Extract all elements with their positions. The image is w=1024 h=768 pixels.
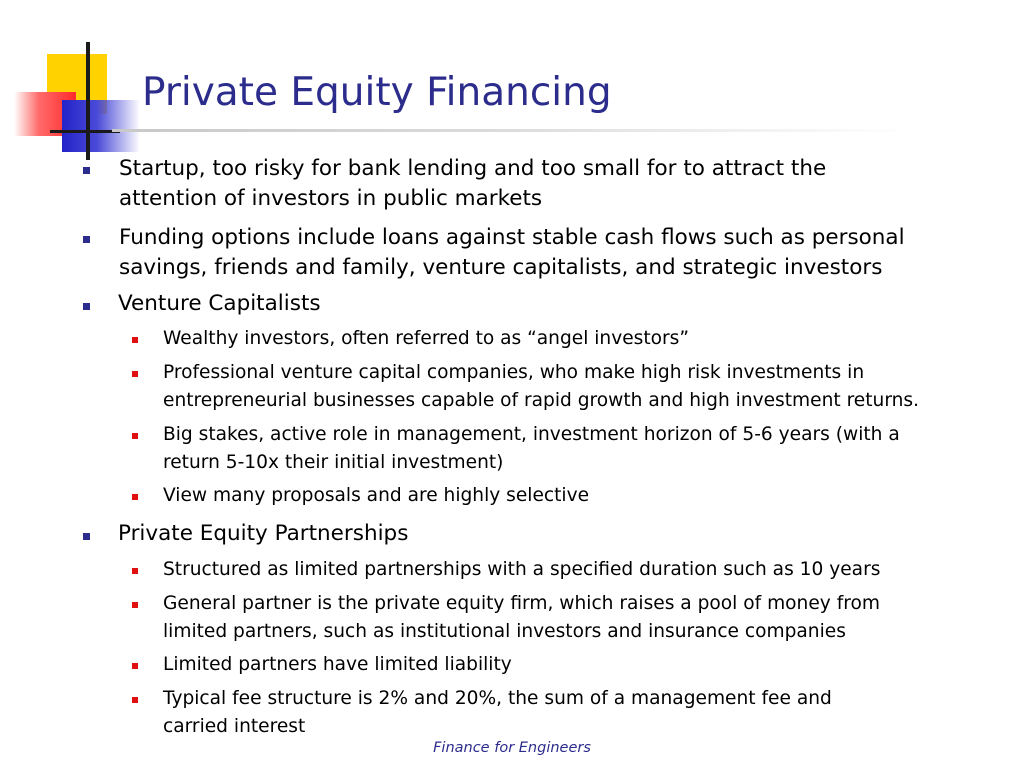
sub-bullet-vc-companies-line1: Professional venture capital companies, who make high risk investments in — [163, 362, 865, 383]
bullet-icon — [83, 236, 90, 243]
sub-bullet-angel-investors: Wealthy investors, often referred to as “angel investors” — [163, 328, 689, 349]
sub-bullet-icon — [132, 371, 138, 377]
bullet-startup-line2: attention of investors in public markets — [119, 186, 543, 211]
page-title: Private Equity Financing — [142, 70, 612, 115]
sub-bullet-icon — [132, 697, 138, 703]
title-divider — [112, 129, 912, 132]
sub-bullet-general-partner-line1: General partner is the private equity firm, which raises a pool of money from — [163, 593, 880, 614]
sub-bullet-fee-structure-line1: Typical fee structure is 2% and 20%, the sum of a management fee and — [163, 688, 832, 709]
bullet-funding-line2: savings, friends and family, venture capitalists, and strategic investors — [119, 255, 883, 280]
sub-bullet-icon — [132, 602, 138, 608]
sub-bullet-vc-companies-line2: entrepreneurial businesses capable of rapid growth and high investment returns. — [163, 390, 920, 411]
bullet-funding-line1: Funding options include loans against stable cash flows such as personal — [119, 225, 905, 250]
logo-vertical-line — [86, 42, 90, 160]
bullet-venture-capitalists: Venture Capitalists — [118, 291, 321, 316]
sub-bullet-limited-liability: Limited partners have limited liability — [163, 654, 512, 675]
bullet-icon — [83, 303, 90, 310]
sub-bullet-general-partner-line2: limited partners, such as institutional investors and insurance companies — [163, 621, 846, 642]
logo-blue-square — [62, 100, 140, 152]
decorative-logo — [0, 0, 140, 170]
sub-bullet-icon — [132, 568, 138, 574]
logo-horizontal-line — [50, 130, 120, 133]
footer-text: Finance for Engineers — [433, 740, 591, 756]
sub-bullet-big-stakes-line1: Big stakes, active role in management, investment horizon of 5-6 years (with a — [163, 424, 900, 445]
sub-bullet-fee-structure-line2: carried interest — [163, 716, 306, 737]
sub-bullet-icon — [132, 337, 138, 343]
bullet-icon — [83, 167, 90, 174]
bullet-startup-line1: Startup, too risky for bank lending and too small for to attract the — [119, 156, 827, 181]
sub-bullet-structured: Structured as limited partnerships with a specified duration such as 10 years — [163, 559, 881, 580]
sub-bullet-icon — [132, 433, 138, 439]
bullet-icon — [83, 533, 90, 540]
bullet-pe-partnerships: Private Equity Partnerships — [118, 521, 409, 546]
sub-bullet-icon — [132, 663, 138, 669]
sub-bullet-icon — [132, 494, 138, 500]
sub-bullet-proposals: View many proposals and are highly selective — [163, 485, 590, 506]
sub-bullet-big-stakes-line2: return 5-10x their initial investment) — [163, 452, 504, 473]
